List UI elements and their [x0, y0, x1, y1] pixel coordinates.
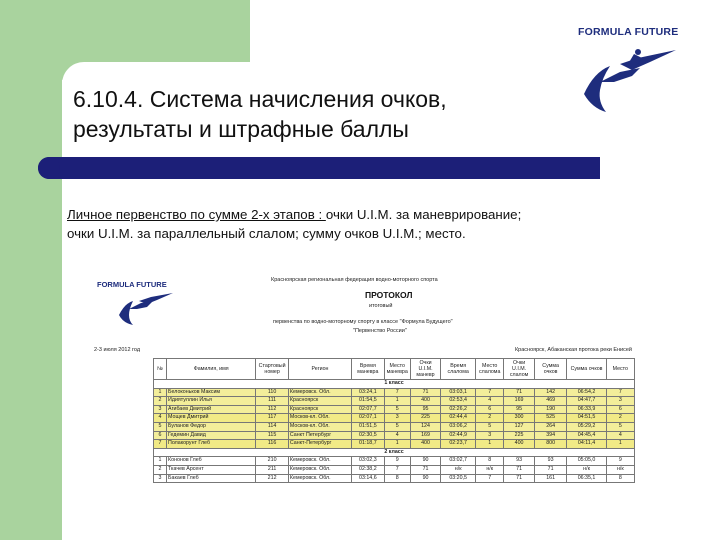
table-cell: 124	[410, 422, 440, 431]
table-cell: 02:38,2	[352, 465, 385, 474]
class-row	[154, 380, 635, 389]
table-cell: 469	[534, 397, 567, 406]
table-cell: 5	[476, 422, 504, 431]
table-cell: 04:11,4	[567, 440, 606, 449]
table-cell: 6	[154, 431, 167, 440]
table-cell: 02:44,9	[441, 431, 476, 440]
slide-title	[73, 84, 573, 144]
table-row	[154, 422, 635, 431]
table-cell: 7	[154, 440, 167, 449]
table-cell: 02:07,1	[352, 414, 385, 423]
table-cell: 300	[504, 414, 534, 423]
table-cell: 90	[410, 457, 440, 466]
table-cell: Идиятуллин Илья	[167, 397, 256, 406]
document-date: 2-3 июля 2012 год	[94, 347, 141, 353]
document-info-line-1: первенства по водно-моторному спорту в классе "Формула Будущего"	[273, 319, 453, 325]
table-cell: 02:44,4	[441, 414, 476, 423]
table-header-cell: Время слалома	[441, 359, 476, 380]
table-header-cell: Сумма очков	[567, 359, 606, 380]
table-cell: 142	[534, 388, 567, 397]
table-row	[154, 457, 635, 466]
table-cell: 169	[410, 431, 440, 440]
table-cell: 400	[410, 397, 440, 406]
table-cell: Кемеровск. Обл.	[288, 457, 351, 466]
table-cell: Красноярск	[288, 405, 351, 414]
table-cell: 112	[256, 405, 289, 414]
table-cell: 71	[504, 465, 534, 474]
table-cell: 110	[256, 388, 289, 397]
table-cell: 06:35,1	[567, 474, 606, 483]
table-cell: 95	[410, 405, 440, 414]
table-cell: 9	[606, 457, 634, 466]
table-cell: 01:54,5	[352, 397, 385, 406]
table-cell: 71	[534, 465, 567, 474]
table-cell: 03:20,5	[441, 474, 476, 483]
slide-subtitle	[67, 205, 667, 243]
table-header-cell: Время маневра	[352, 359, 385, 380]
table-cell: 03:03,1	[441, 388, 476, 397]
table-cell: 5	[384, 405, 410, 414]
table-cell: 264	[534, 422, 567, 431]
table-cell: 114	[256, 422, 289, 431]
table-cell: Санкт Петербург	[288, 431, 351, 440]
table-cell: Санкт-Петербург	[288, 440, 351, 449]
table-cell: Буланов Федор	[167, 422, 256, 431]
table-cell: 8	[476, 457, 504, 466]
table-cell: Москов-кл. Обл.	[288, 414, 351, 423]
table-cell: 1	[476, 440, 504, 449]
document-info-line-2: "Первенство России"	[353, 328, 407, 334]
table-cell: 5	[606, 422, 634, 431]
table-row	[154, 405, 635, 414]
table-cell: н/к	[476, 465, 504, 474]
table-cell: Кемеровск. Обл.	[288, 474, 351, 483]
protocol-document	[93, 270, 638, 498]
results-table	[153, 358, 635, 483]
table-cell: 169	[504, 397, 534, 406]
table-cell: 02:53,4	[441, 397, 476, 406]
table-cell: 190	[534, 405, 567, 414]
document-protocol-title: ПРОТОКОЛ	[365, 290, 413, 300]
table-cell: 212	[256, 474, 289, 483]
table-cell: 5	[154, 422, 167, 431]
table-row	[154, 431, 635, 440]
table-cell: 2	[154, 397, 167, 406]
document-final-label: итоговый	[369, 303, 393, 309]
table-cell: 4	[154, 414, 167, 423]
table-cell: 394	[534, 431, 567, 440]
table-cell: 1	[154, 388, 167, 397]
table-cell: 03:02,7	[441, 457, 476, 466]
table-cell: 8	[606, 474, 634, 483]
table-cell: 400	[504, 440, 534, 449]
table-cell: 95	[504, 405, 534, 414]
table-cell: Гедемин Давид	[167, 431, 256, 440]
table-cell: 2	[476, 414, 504, 423]
table-cell: 06:54,2	[567, 388, 606, 397]
table-cell: 225	[504, 431, 534, 440]
table-cell: 7	[384, 388, 410, 397]
table-cell: Бакаев Глеб	[167, 474, 256, 483]
table-cell: 1	[384, 440, 410, 449]
table-header-cell: Место маневра	[384, 359, 410, 380]
table-cell: 05:05,0	[567, 457, 606, 466]
table-cell: н/к	[567, 465, 606, 474]
document-header: Красноярская региональная федерация водно-моторного спорта	[271, 277, 438, 283]
table-cell: 01:51,5	[352, 422, 385, 431]
table-cell: 3	[606, 397, 634, 406]
table-cell: 1	[606, 440, 634, 449]
table-cell: 8	[384, 474, 410, 483]
table-cell: 2	[154, 465, 167, 474]
document-brand-name: FORMULA FUTURE	[97, 280, 167, 289]
table-header-cell: Стартовый номер	[256, 359, 289, 380]
title-line-1: 6.10.4. Система начисления очков,	[73, 86, 447, 112]
table-cell: 71	[504, 474, 534, 483]
table-cell: 71	[504, 388, 534, 397]
table-cell: Агибаев Дмитрий	[167, 405, 256, 414]
class-row	[154, 448, 635, 457]
table-cell: 6	[606, 405, 634, 414]
table-header-cell: Очки U.I.M. маневр	[410, 359, 440, 380]
title-rule-bar	[38, 157, 600, 179]
table-header-row	[154, 359, 635, 380]
subtitle-rest: очки U.I.M. за маневрирование;	[325, 207, 522, 222]
table-row	[154, 388, 635, 397]
table-cell: 03:24,1	[352, 388, 385, 397]
table-cell: 3	[154, 474, 167, 483]
table-cell: 525	[534, 414, 567, 423]
table-cell: 5	[384, 422, 410, 431]
table-cell: 111	[256, 397, 289, 406]
title-line-2: результаты и штрафные баллы	[73, 116, 409, 142]
table-cell: 115	[256, 431, 289, 440]
formula-future-logo	[578, 26, 703, 126]
table-cell: 04:51,5	[567, 414, 606, 423]
table-cell: 04:47,7	[567, 397, 606, 406]
table-header-cell: Сумма очков	[534, 359, 567, 380]
table-cell: 210	[256, 457, 289, 466]
table-cell: 06:33,9	[567, 405, 606, 414]
table-cell: н/к	[606, 465, 634, 474]
table-cell: 161	[534, 474, 567, 483]
green-accent-strip	[0, 80, 62, 540]
table-cell: Белоконьков Максим	[167, 388, 256, 397]
table-cell: 4	[384, 431, 410, 440]
table-cell: 4	[606, 431, 634, 440]
table-cell: 1	[154, 457, 167, 466]
brand-name: FORMULA FUTURE	[578, 26, 679, 38]
table-cell: 400	[410, 440, 440, 449]
subtitle-underlined: Личное первенство по сумме 2-х этапов :	[67, 207, 326, 222]
table-row	[154, 474, 635, 483]
table-cell: Красноярск	[288, 397, 351, 406]
table-cell: 1	[384, 397, 410, 406]
table-cell: 04:45,4	[567, 431, 606, 440]
table-cell: 03:14,6	[352, 474, 385, 483]
table-header-cell: Место	[606, 359, 634, 380]
table-cell: Москов-кл. Обл.	[288, 422, 351, 431]
table-cell: 211	[256, 465, 289, 474]
table-cell: 01:18,7	[352, 440, 385, 449]
table-cell: 3	[154, 405, 167, 414]
table-cell: 02:23,7	[441, 440, 476, 449]
table-row	[154, 414, 635, 423]
class-label: 2 класс	[154, 448, 635, 457]
table-cell: Кононов Глеб	[167, 457, 256, 466]
table-header-cell: №	[154, 359, 167, 380]
table-cell: 116	[256, 440, 289, 449]
table-row	[154, 397, 635, 406]
table-header-cell: Фамилия, имя	[167, 359, 256, 380]
table-cell: 02:30,5	[352, 431, 385, 440]
table-cell: 71	[410, 388, 440, 397]
document-logo	[97, 280, 187, 330]
table-cell: 02:26,2	[441, 405, 476, 414]
table-cell: Кемеровск. Обл.	[288, 388, 351, 397]
table-cell: Кемеровск. Обл.	[288, 465, 351, 474]
document-place: Красноярск, Абаканская протока реки Енисей	[514, 347, 632, 353]
table-cell: Ткачев Арсент	[167, 465, 256, 474]
table-cell: 9	[384, 457, 410, 466]
table-cell: 2	[606, 414, 634, 423]
table-cell: 7	[606, 388, 634, 397]
table-cell: 03:06,2	[441, 422, 476, 431]
table-cell: 7	[476, 474, 504, 483]
table-cell: 3	[476, 431, 504, 440]
table-cell: 90	[410, 474, 440, 483]
table-cell: 02:07,7	[352, 405, 385, 414]
document-boat-icon	[117, 291, 177, 327]
table-cell: 05:29,2	[567, 422, 606, 431]
table-cell: 4	[476, 397, 504, 406]
table-cell: 93	[534, 457, 567, 466]
class-label: 1 класс	[154, 380, 635, 389]
table-cell: н/к	[441, 465, 476, 474]
table-cell: 800	[534, 440, 567, 449]
table-cell: 71	[410, 465, 440, 474]
table-cell: 03:02,3	[352, 457, 385, 466]
table-row	[154, 440, 635, 449]
table-cell: 7	[384, 465, 410, 474]
table-cell: 3	[384, 414, 410, 423]
table-cell: Мощев Дмитрий	[167, 414, 256, 423]
table-cell: 6	[476, 405, 504, 414]
table-cell: 225	[410, 414, 440, 423]
table-header-cell: Очки U.I.M. слалом	[504, 359, 534, 380]
title-rule-dot	[38, 157, 60, 179]
table-cell: 7	[476, 388, 504, 397]
table-cell: 127	[504, 422, 534, 431]
table-cell: 117	[256, 414, 289, 423]
table-row	[154, 465, 635, 474]
table-header-cell: Место слалома	[476, 359, 504, 380]
table-header-cell: Регион	[288, 359, 351, 380]
boat-logo-icon	[580, 42, 698, 122]
table-cell: 93	[504, 457, 534, 466]
table-cell: Полакорунт Глеб	[167, 440, 256, 449]
subtitle-line-2: очки U.I.M. за параллельный слалом; сумму очков U.I.M.; место.	[67, 226, 466, 241]
